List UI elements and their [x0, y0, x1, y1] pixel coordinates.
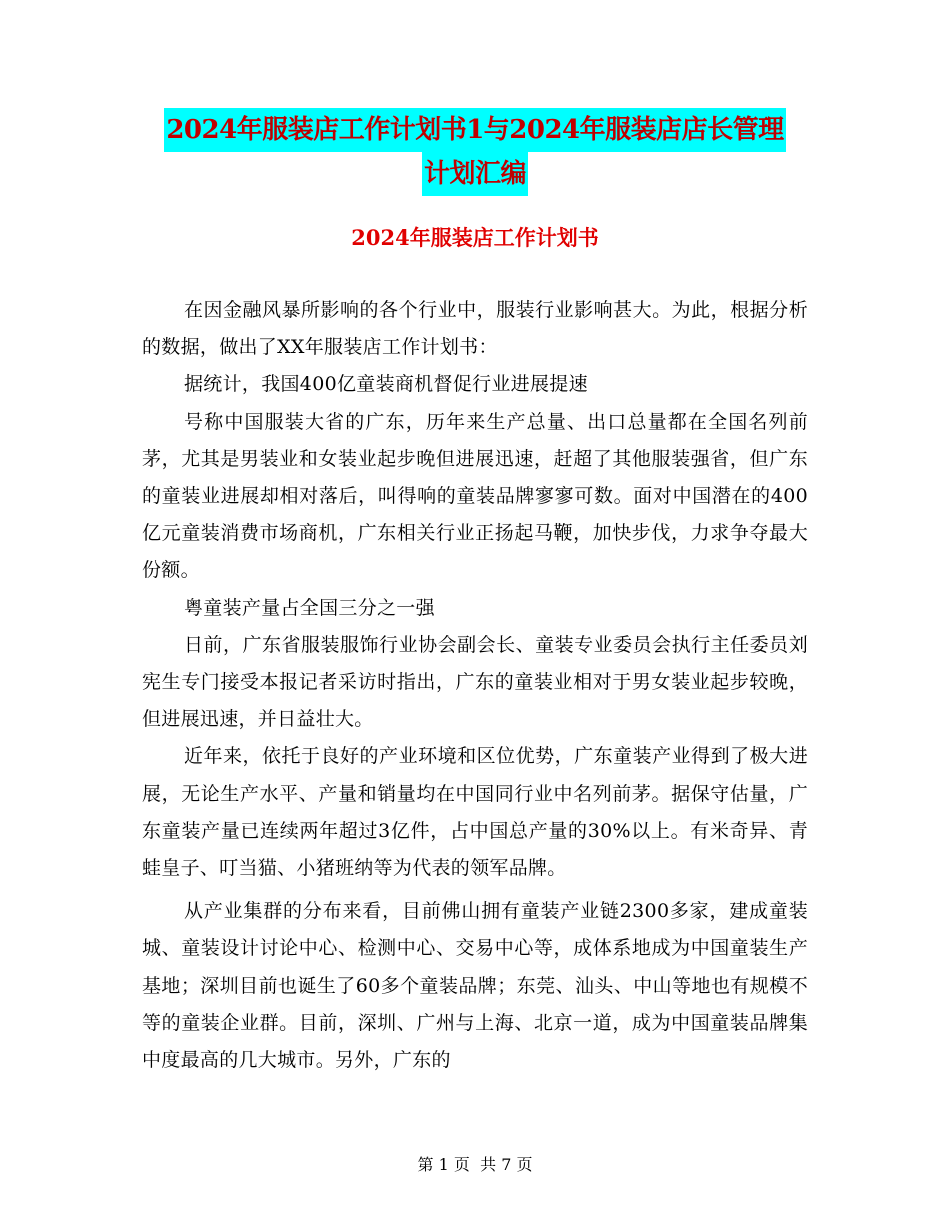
- title-line-1: 2024年服装店工作计划书1与2024年服装店店长管理: [164, 108, 785, 152]
- paragraph-heading-output: 粤童装产量占全国三分之一强: [184, 596, 435, 619]
- paragraph-clusters: 从产业集群的分布来看，目前佛山拥有童装产业链2300多家，建成童装城、童装设计讨论中心、检测中心、交易中心等，成体系地成为中国童装生产基地；深圳目前也诞生了60多个童装品牌；东莞、汕头、中山等地也有规模不等的童装企业群。目前，深圳、广州与上海、北京一道，成为中国童装品牌集中度最高的几大城市。另外，广东的: [142, 900, 808, 1072]
- footer-total-pages: 7: [501, 1155, 512, 1174]
- paragraph-heading-stats: 据统计，我国400亿童装商机督促行业进展提速: [184, 373, 588, 396]
- footer-prefix: 第: [417, 1155, 434, 1174]
- paragraph-guangdong: 号称中国服装大省的广东，历年来生产总量、出口总量都在全国名列前茅，尤其是男装业和女装业起步晚但进展迅速，赶超了其他服装强省，但广东的童装业进展却相对落后，叫得响的童装品牌寥寥可数。面对中国潜在的400亿元童装消费市场商机，广东相关行业正扬起马鞭，加快步伐，力求争夺最大份额。: [142, 410, 808, 582]
- footer-middle: 页 共: [453, 1155, 497, 1174]
- footer-page-number: 1: [438, 1155, 449, 1174]
- paragraph-interview: 日前，广东省服装服饰行业协会副会长、童装专业委员会执行主任委员刘宪生专门接受本报记者采访时指出，广东的童装业相对于男女装业起步较晚，但进展迅速，并日益壮大。: [142, 633, 808, 731]
- document-title: [0, 108, 950, 196]
- section-title: 2024年服装店工作计划书: [351, 225, 599, 250]
- footer-suffix: 页: [516, 1155, 533, 1174]
- paragraph-recent-years: 近年来，依托于良好的产业环境和区位优势，广东童装产业得到了极大进展，无论生产水平、产量和销量均在中国同行业中名列前茅。据保守估量，广东童装产量已连续两年超过3亿件，占中国总产量的30%以上。有米奇异、青蛙皇子、叮当猫、小猪班纳等为代表的领军品牌。: [142, 745, 808, 880]
- page-footer: [0, 1152, 950, 1175]
- title-line-2: 计划汇编: [422, 152, 528, 196]
- document-body: [142, 292, 808, 1079]
- paragraph-intro: 在因金融风暴所影响的各个行业中，服装行业影响甚大。为此，根据分析的数据，做出了XX年服装店工作计划书：: [142, 299, 808, 359]
